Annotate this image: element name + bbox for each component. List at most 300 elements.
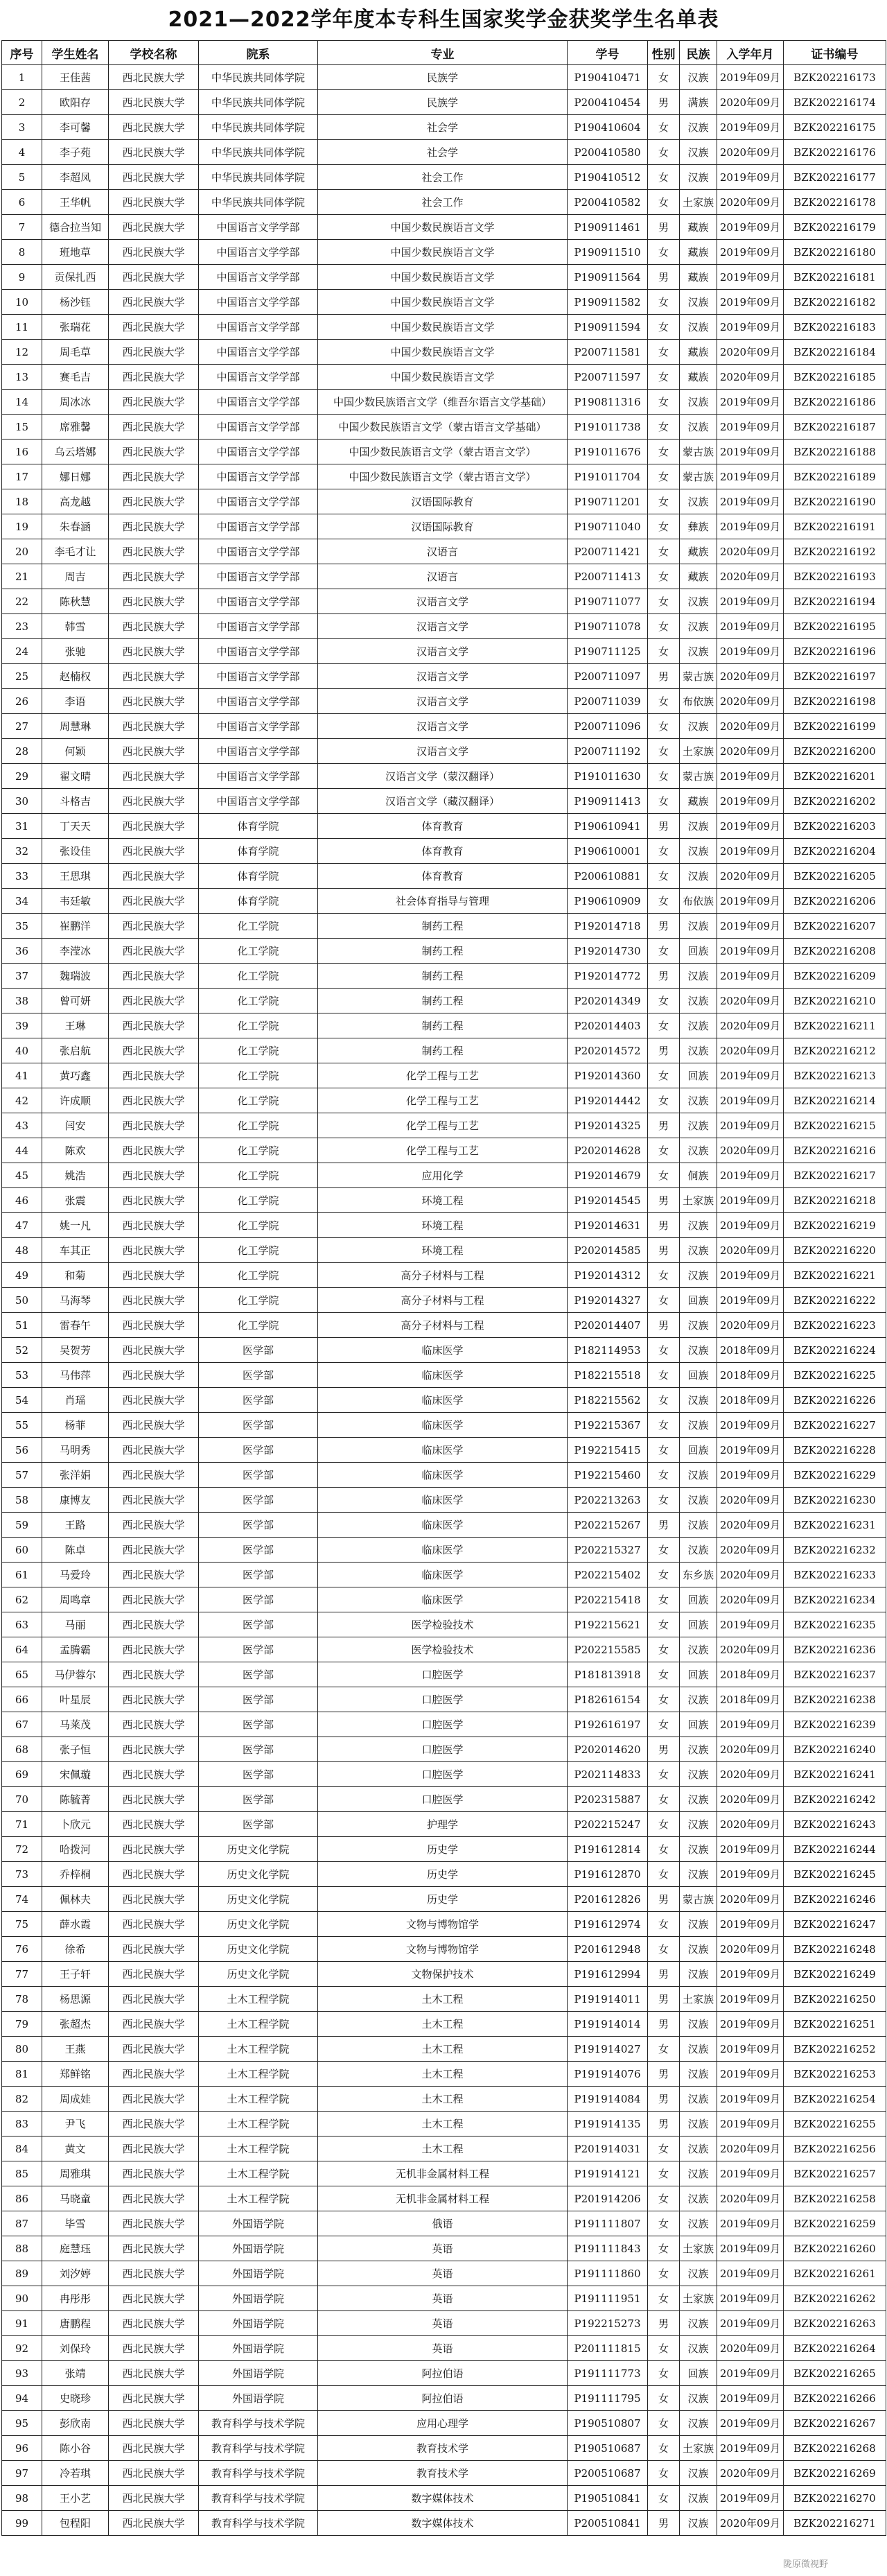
cell-gender: 男 [648,2012,680,2037]
cell-student-id: P202315887 [568,1787,648,1812]
cell-ethnicity: 回族 [680,2361,717,2386]
cell-student-id: P191111951 [568,2286,648,2311]
cell-student-name: 翟文晴 [42,764,109,789]
cell-student-id: P190911510 [568,240,648,265]
cell-student-id: P200711413 [568,564,648,589]
cell-department: 医学部 [199,1587,318,1612]
cell-student-id: P190610001 [568,839,648,864]
cell-ethnicity: 汉族 [680,2037,717,2062]
cell-student-name: 包程阳 [42,2511,109,2536]
cell-major: 中国少数民族语言文学 [318,215,568,240]
cell-ethnicity: 汉族 [680,1787,717,1812]
table-row [2,1612,886,1637]
cell-student-name: 周成娃 [42,2087,109,2112]
cell-school-name: 西北民族大学 [109,1238,199,1263]
cell-seq: 79 [2,2012,42,2037]
table-row [2,2261,886,2286]
table-row [2,215,886,240]
cell-certificate-no: BZK202216244 [784,1837,886,1862]
table-row [2,340,886,365]
cell-ethnicity: 藏族 [680,789,717,814]
cell-student-name: 韩雪 [42,614,109,639]
cell-certificate-no: BZK202216212 [784,1038,886,1063]
cell-major: 应用心理学 [318,2411,568,2436]
cell-major: 临床医学 [318,1413,568,1438]
cell-major: 中国少数民族语言文学 [318,315,568,340]
cell-department: 医学部 [199,1563,318,1587]
cell-department: 化工学院 [199,989,318,1013]
cell-student-name: 张设佳 [42,839,109,864]
cell-ethnicity: 汉族 [680,914,717,939]
cell-student-id: P191011676 [568,440,648,464]
table-row [2,1263,886,1288]
table-row [2,290,886,315]
cell-major: 口腔医学 [318,1662,568,1687]
cell-ethnicity: 回族 [680,939,717,964]
cell-department: 化工学院 [199,964,318,989]
cell-gender: 女 [648,464,680,489]
header-certificate-no: 证书编号 [784,41,886,65]
cell-enrollment-date: 2019年09月 [717,65,784,90]
cell-department: 外国语学院 [199,2336,318,2361]
cell-student-name: 康博友 [42,1488,109,1513]
table-row [2,1188,886,1213]
cell-student-name: 叶星辰 [42,1687,109,1712]
cell-ethnicity: 土家族 [680,1987,717,2012]
cell-student-name: 张启航 [42,1038,109,1063]
cell-seq: 24 [2,639,42,664]
cell-ethnicity: 侗族 [680,1163,717,1188]
cell-department: 中国语言文学学部 [199,315,318,340]
cell-department: 化工学院 [199,1188,318,1213]
cell-seq: 87 [2,2211,42,2236]
table-row [2,2336,886,2361]
cell-student-name: 马莱茂 [42,1712,109,1737]
cell-school-name: 西北民族大学 [109,814,199,839]
cell-major: 中国少数民族语言文学 [318,340,568,365]
cell-student-name: 王子轩 [42,1962,109,1987]
table-row [2,464,886,489]
cell-enrollment-date: 2020年09月 [717,1488,784,1513]
cell-student-id: P200610881 [568,864,648,889]
cell-student-name: 何颖 [42,739,109,764]
cell-school-name: 西北民族大学 [109,639,199,664]
cell-student-id: P202014349 [568,989,648,1013]
cell-major: 英语 [318,2261,568,2286]
cell-certificate-no: BZK202216234 [784,1587,886,1612]
cell-seq: 96 [2,2436,42,2461]
table-row [2,2461,886,2486]
table-row [2,65,886,90]
cell-school-name: 西北民族大学 [109,390,199,415]
cell-school-name: 西北民族大学 [109,1438,199,1463]
cell-seq: 35 [2,914,42,939]
cell-department: 历史文化学院 [199,1962,318,1987]
table-row [2,2161,886,2186]
cell-gender: 女 [648,290,680,315]
cell-department: 中国语言文学学部 [199,539,318,564]
cell-school-name: 西北民族大学 [109,1662,199,1687]
cell-major: 土木工程 [318,1987,568,2012]
cell-school-name: 西北民族大学 [109,2461,199,2486]
cell-enrollment-date: 2019年09月 [717,814,784,839]
cell-ethnicity: 回族 [680,1712,717,1737]
cell-department: 教育科学与技术学院 [199,2511,318,2536]
cell-department: 医学部 [199,1513,318,1538]
header-student-id: 学号 [568,41,648,65]
cell-student-id: P182114953 [568,1338,648,1363]
cell-school-name: 西北民族大学 [109,1288,199,1313]
table-row [2,589,886,614]
cell-seq: 25 [2,664,42,689]
cell-school-name: 西北民族大学 [109,1912,199,1937]
cell-major: 环境工程 [318,1213,568,1238]
cell-major: 教育技术学 [318,2461,568,2486]
cell-seq: 64 [2,1637,42,1662]
cell-school-name: 西北民族大学 [109,1488,199,1513]
cell-ethnicity: 回族 [680,1662,717,1687]
cell-department: 中国语言文学学部 [199,639,318,664]
cell-department: 中国语言文学学部 [199,739,318,764]
table-row [2,1737,886,1762]
cell-student-id: P190410512 [568,165,648,190]
cell-seq: 15 [2,415,42,440]
cell-enrollment-date: 2019年09月 [717,1263,784,1288]
cell-gender: 女 [648,1662,680,1687]
cell-major: 化学工程与工艺 [318,1113,568,1138]
cell-seq: 71 [2,1812,42,1837]
cell-department: 中国语言文学学部 [199,714,318,739]
cell-school-name: 西北民族大学 [109,1612,199,1637]
table-row [2,1438,886,1463]
cell-ethnicity: 汉族 [680,639,717,664]
cell-enrollment-date: 2020年09月 [717,1762,784,1787]
cell-department: 中国语言文学学部 [199,664,318,689]
cell-certificate-no: BZK202216265 [784,2361,886,2386]
cell-ethnicity: 汉族 [680,1338,717,1363]
cell-student-id: P202215585 [568,1637,648,1662]
cell-seq: 4 [2,140,42,165]
cell-certificate-no: BZK202216179 [784,215,886,240]
cell-gender: 女 [648,989,680,1013]
cell-certificate-no: BZK202216242 [784,1787,886,1812]
cell-major: 临床医学 [318,1563,568,1587]
table-row [2,2511,886,2536]
cell-school-name: 西北民族大学 [109,964,199,989]
cell-school-name: 西北民族大学 [109,914,199,939]
table-row [2,165,886,190]
cell-certificate-no: BZK202216224 [784,1338,886,1363]
cell-student-id: P192014327 [568,1288,648,1313]
cell-gender: 女 [648,1612,680,1637]
cell-enrollment-date: 2019年09月 [717,390,784,415]
cell-enrollment-date: 2019年09月 [717,290,784,315]
cell-seq: 21 [2,564,42,589]
cell-seq: 93 [2,2361,42,2386]
table-row [2,1313,886,1338]
cell-department: 化工学院 [199,1238,318,1263]
cell-ethnicity: 汉族 [680,2112,717,2136]
cell-gender: 女 [648,2411,680,2436]
cell-certificate-no: BZK202216210 [784,989,886,1013]
cell-gender: 女 [648,839,680,864]
cell-certificate-no: BZK202216256 [784,2136,886,2161]
table-row [2,1088,886,1113]
cell-school-name: 西北民族大学 [109,2486,199,2511]
cell-certificate-no: BZK202216173 [784,65,886,90]
cell-student-id: P192014442 [568,1088,648,1113]
cell-seq: 86 [2,2186,42,2211]
cell-ethnicity: 回族 [680,1587,717,1612]
cell-ethnicity: 土家族 [680,2436,717,2461]
cell-seq: 73 [2,1862,42,1887]
cell-certificate-no: BZK202216267 [784,2411,886,2436]
cell-student-name: 张驰 [42,639,109,664]
cell-school-name: 西北民族大学 [109,1513,199,1538]
cell-department: 医学部 [199,1687,318,1712]
cell-student-id: P191914011 [568,1987,648,2012]
cell-ethnicity: 蒙古族 [680,464,717,489]
cell-gender: 女 [648,2486,680,2511]
cell-major: 土木工程 [318,2037,568,2062]
header-ethnicity: 民族 [680,41,717,65]
cell-gender: 女 [648,564,680,589]
cell-student-name: 崔鹏洋 [42,914,109,939]
cell-enrollment-date: 2019年09月 [717,115,784,140]
cell-student-name: 雷春午 [42,1313,109,1338]
cell-seq: 60 [2,1538,42,1563]
cell-department: 中国语言文学学部 [199,240,318,265]
cell-seq: 30 [2,789,42,814]
cell-ethnicity: 汉族 [680,614,717,639]
cell-certificate-no: BZK202216264 [784,2336,886,2361]
cell-student-id: P190711078 [568,614,648,639]
cell-seq: 19 [2,514,42,539]
cell-student-id: P192215367 [568,1413,648,1438]
cell-major: 医学检验技术 [318,1612,568,1637]
cell-student-id: P200711581 [568,340,648,365]
cell-certificate-no: BZK202216174 [784,90,886,115]
cell-ethnicity: 藏族 [680,215,717,240]
cell-department: 中华民族共同体学院 [199,90,318,115]
cell-school-name: 西北民族大学 [109,90,199,115]
cell-major: 口腔医学 [318,1712,568,1737]
cell-major: 英语 [318,2286,568,2311]
cell-department: 土木工程学院 [199,2037,318,2062]
cell-enrollment-date: 2019年09月 [717,2211,784,2236]
cell-enrollment-date: 2019年09月 [717,914,784,939]
cell-enrollment-date: 2019年09月 [717,265,784,290]
cell-student-name: 庭慧珏 [42,2236,109,2261]
cell-student-name: 席雅馨 [42,415,109,440]
cell-ethnicity: 汉族 [680,1088,717,1113]
cell-seq: 54 [2,1388,42,1413]
cell-school-name: 西北民族大学 [109,1937,199,1962]
cell-gender: 女 [648,2286,680,2311]
table-row [2,2012,886,2037]
cell-gender: 男 [648,215,680,240]
cell-student-id: P192014312 [568,1263,648,1288]
table-row [2,1038,886,1063]
cell-department: 医学部 [199,1488,318,1513]
cell-certificate-no: BZK202216246 [784,1887,886,1912]
cell-ethnicity: 汉族 [680,2461,717,2486]
cell-gender: 女 [648,489,680,514]
cell-major: 数字媒体技术 [318,2486,568,2511]
cell-school-name: 西北民族大学 [109,2436,199,2461]
cell-school-name: 西北民族大学 [109,1837,199,1862]
cell-student-id: P201612826 [568,1887,648,1912]
cell-student-name: 高龙越 [42,489,109,514]
cell-student-name: 李超凤 [42,165,109,190]
cell-ethnicity: 汉族 [680,1962,717,1987]
cell-department: 体育学院 [199,889,318,914]
cell-major: 历史学 [318,1887,568,1912]
header-student-name: 学生姓名 [42,41,109,65]
cell-enrollment-date: 2020年09月 [717,1013,784,1038]
cell-seq: 1 [2,65,42,90]
cell-student-id: P190911564 [568,265,648,290]
cell-enrollment-date: 2020年09月 [717,1513,784,1538]
cell-certificate-no: BZK202216225 [784,1363,886,1388]
cell-department: 土木工程学院 [199,2012,318,2037]
table-row [2,714,886,739]
cell-student-id: P191612994 [568,1962,648,1987]
cell-ethnicity: 汉族 [680,1937,717,1962]
cell-seq: 13 [2,365,42,390]
cell-school-name: 西北民族大学 [109,1338,199,1363]
cell-seq: 67 [2,1712,42,1737]
cell-certificate-no: BZK202216178 [784,190,886,215]
cell-student-name: 王小艺 [42,2486,109,2511]
cell-major: 环境工程 [318,1238,568,1263]
cell-seq: 56 [2,1438,42,1463]
cell-ethnicity: 汉族 [680,65,717,90]
cell-student-name: 王路 [42,1513,109,1538]
cell-gender: 女 [648,1637,680,1662]
cell-gender: 女 [648,190,680,215]
cell-certificate-no: BZK202216262 [784,2286,886,2311]
cell-seq: 58 [2,1488,42,1513]
cell-major: 汉语言文学 [318,664,568,689]
cell-gender: 男 [648,2087,680,2112]
cell-seq: 80 [2,2037,42,2062]
cell-student-id: P192014545 [568,1188,648,1213]
table-row [2,489,886,514]
cell-department: 土木工程学院 [199,2136,318,2161]
cell-major: 制药工程 [318,1038,568,1063]
cell-student-id: P191011738 [568,415,648,440]
cell-certificate-no: BZK202216182 [784,290,886,315]
cell-department: 化工学院 [199,1138,318,1163]
cell-major: 土木工程 [318,2012,568,2037]
cell-gender: 男 [648,2511,680,2536]
table-row [2,2486,886,2511]
cell-school-name: 西北民族大学 [109,1887,199,1912]
cell-seq: 44 [2,1138,42,1163]
cell-seq: 14 [2,390,42,415]
cell-certificate-no: BZK202216255 [784,2112,886,2136]
cell-student-name: 张超杰 [42,2012,109,2037]
cell-gender: 男 [648,1113,680,1138]
cell-ethnicity: 土家族 [680,739,717,764]
cell-major: 中国少数民族语言文学（蒙古语言文学基础） [318,415,568,440]
cell-gender: 女 [648,889,680,914]
cell-enrollment-date: 2019年09月 [717,614,784,639]
cell-certificate-no: BZK202216240 [784,1737,886,1762]
cell-department: 医学部 [199,1712,318,1737]
cell-major: 汉语国际教育 [318,489,568,514]
cell-school-name: 西北民族大学 [109,1862,199,1887]
cell-certificate-no: BZK202216216 [784,1138,886,1163]
cell-major: 汉语言 [318,539,568,564]
cell-major: 社会工作 [318,190,568,215]
cell-seq: 77 [2,1962,42,1987]
cell-certificate-no: BZK202216189 [784,464,886,489]
table-row [2,1388,886,1413]
cell-student-name: 宋佩璇 [42,1762,109,1787]
cell-school-name: 西北民族大学 [109,2211,199,2236]
cell-school-name: 西北民族大学 [109,1263,199,1288]
cell-student-name: 闫安 [42,1113,109,1138]
cell-certificate-no: BZK202216260 [784,2236,886,2261]
cell-major: 临床医学 [318,1438,568,1463]
table-row [2,864,886,889]
cell-student-name: 彭欣南 [42,2411,109,2436]
cell-certificate-no: BZK202216253 [784,2062,886,2087]
cell-ethnicity: 回族 [680,1288,717,1313]
cell-student-name: 李毛才让 [42,539,109,564]
cell-ethnicity: 土家族 [680,190,717,215]
cell-enrollment-date: 2019年09月 [717,1163,784,1188]
cell-school-name: 西北民族大学 [109,889,199,914]
cell-student-id: P190610909 [568,889,648,914]
cell-certificate-no: BZK202216233 [784,1563,886,1587]
table-row [2,989,886,1013]
cell-enrollment-date: 2019年09月 [717,315,784,340]
cell-enrollment-date: 2020年09月 [717,1587,784,1612]
cell-seq: 2 [2,90,42,115]
cell-seq: 78 [2,1987,42,2012]
cell-major: 临床医学 [318,1363,568,1388]
cell-gender: 女 [648,789,680,814]
watermark: 陇原微视野 [783,2559,829,2570]
table-row [2,1413,886,1438]
cell-major: 汉语言 [318,564,568,589]
cell-certificate-no: BZK202216191 [784,514,886,539]
cell-enrollment-date: 2019年09月 [717,789,784,814]
table-row [2,1762,886,1787]
cell-department: 教育科学与技术学院 [199,2486,318,2511]
cell-ethnicity: 汉族 [680,1737,717,1762]
cell-seq: 68 [2,1737,42,1762]
cell-ethnicity: 汉族 [680,2486,717,2511]
cell-ethnicity: 汉族 [680,115,717,140]
cell-major: 高分子材料与工程 [318,1263,568,1288]
table-row [2,390,886,415]
table-row [2,539,886,564]
cell-ethnicity: 布依族 [680,889,717,914]
table-row [2,1787,886,1812]
cell-student-name: 李语 [42,689,109,714]
cell-student-name: 车其正 [42,1238,109,1263]
cell-department: 教育科学与技术学院 [199,2436,318,2461]
cell-department: 中国语言文学学部 [199,340,318,365]
cell-gender: 女 [648,2386,680,2411]
cell-seq: 90 [2,2286,42,2311]
cell-gender: 女 [648,1563,680,1587]
cell-enrollment-date: 2018年09月 [717,1363,784,1388]
